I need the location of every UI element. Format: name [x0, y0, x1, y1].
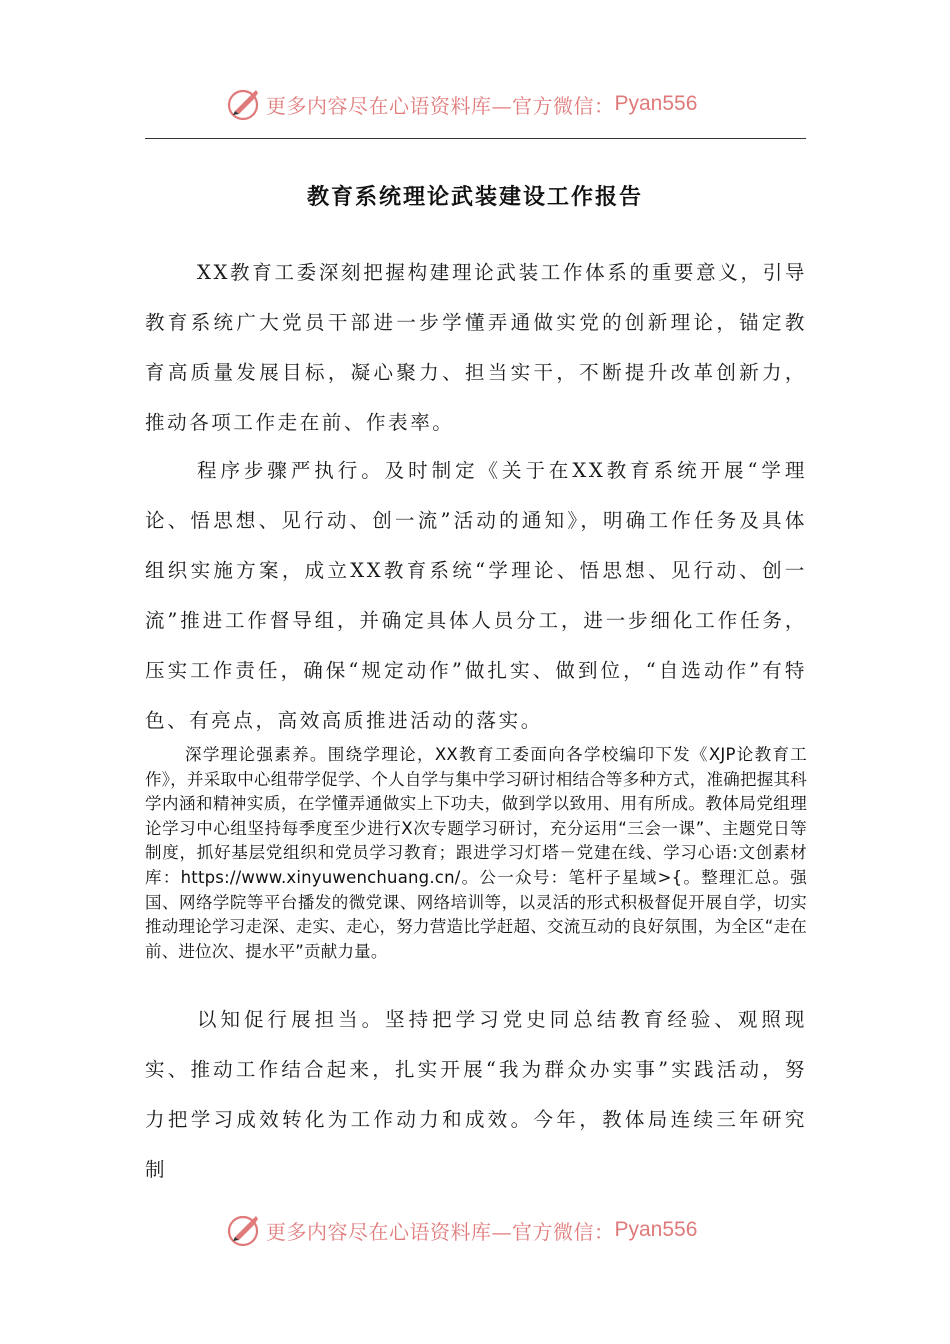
pen-logo-icon	[226, 86, 262, 122]
paragraph-action: 以知促行展担当。坚持把学习党史同总结教育经验、观照现实、推动工作结合起来，扎实开展“我为群众办实事”实践活动，努力把学习成效转化为工作动力和成效。今年，教体局连续三年研究制	[145, 1008, 807, 1181]
paragraph-deep-study: 深学理论强素养。围绕学理论，XX教育工委面向各学校编印下发《XJP论教育工作》，并采取中心组带学促学、个人自学与集中学习研讨相结合等多种方式，准确把握其科学内涵和精神实质，在学懂弄通做实上下功夫，做到学以致用、用有所成。教体局党组理论学习中心组坚持每季度至少进行X次专题学习研讨，充分运用“三会一课”、主题党日等制度，抓好基层党组织和党员学习教育；跟进学习灯塔－党建在线、学习心语:文创素材库：https://www.xinyuwenchuang.cn/。公一众号：笔杆子星域>{。整理汇总。强国、网络学院等平台播发的微党课、网络培训等，以灵活的形式积极督促开展自学，切实推动理论学习走深、走实、走心，努力营造比学赶超、交流互动的良好氛围，为全区“走在前、进位次、提水平”贡献力量。	[145, 745, 807, 961]
footer-wechat-id: Pyan556	[614, 1218, 698, 1241]
paragraph-procedure: 程序步骤严执行。及时制定《关于在XX教育系统开展“学理论、悟思想、见行动、创一流”活动的通知》，明确工作任务及具体组织实施方案，成立XX教育系统“学理论、悟思想、见行动、创一流”推进工作督导组，并确定具体人员分工，进一步细化工作任务，压实工作责任，确保“规定动作”做扎实、做到位，“自选动作”有特色、有亮点，高效高质推进活动的落实。	[145, 459, 807, 732]
document-title: 教育系统理论武装建设工作报告	[306, 185, 643, 210]
header-banner	[226, 82, 697, 126]
header-divider	[145, 138, 806, 139]
footer-banner	[226, 1208, 697, 1252]
header-banner-text: 更多内容尽在心语资料库—官方微信：	[266, 93, 615, 118]
header-wechat-id: Pyan556	[614, 92, 698, 115]
pen-logo-icon	[226, 1212, 262, 1248]
paragraph-intro: XX教育工委深刻把握构建理论武装工作体系的重要意义，引导教育系统广大党员干部进一步学懂弄通做实党的创新理论，锚定教育高质量发展目标，凝心聚力、担当实干，不断提升改革创新力，推动各项工作走在前、作表率。	[145, 261, 807, 434]
footer-banner-text: 更多内容尽在心语资料库—官方微信：	[266, 1219, 615, 1244]
